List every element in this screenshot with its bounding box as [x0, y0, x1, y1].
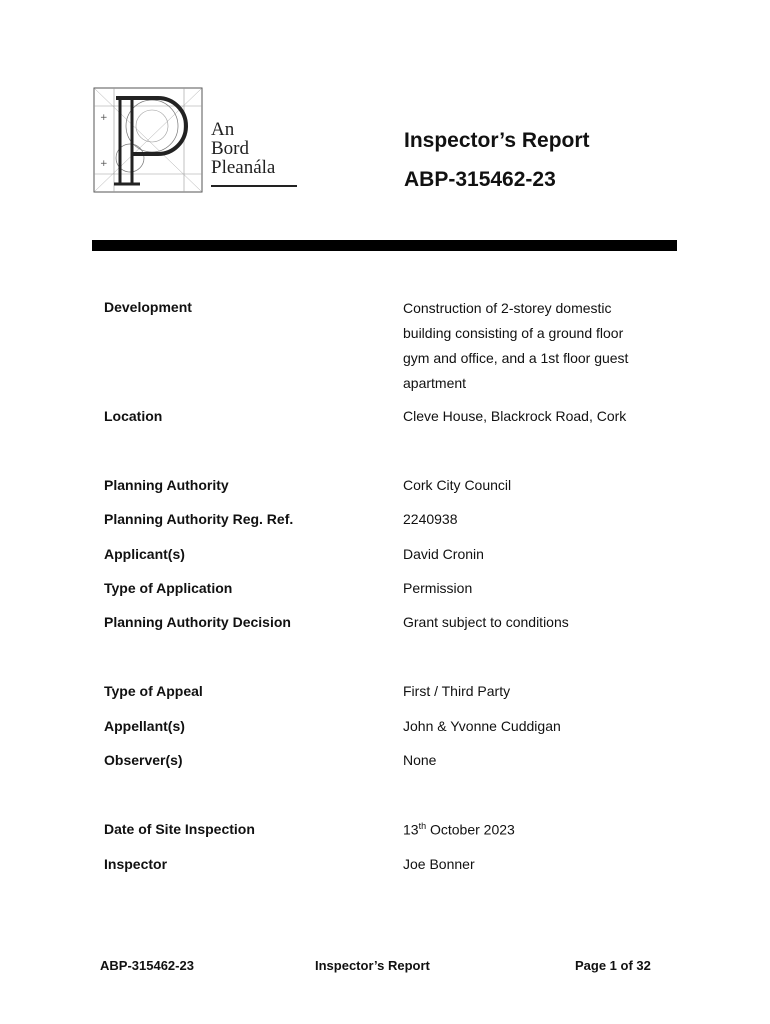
an-bord-pleanala-logo [92, 86, 302, 194]
planning-authority-label: Planning Authority [104, 477, 229, 493]
inspector-label: Inspector [104, 856, 168, 872]
planning-authority-value: Cork City Council [403, 477, 512, 493]
svg-text:+: + [100, 159, 108, 169]
report-reference: ABP-315462-23 [404, 168, 556, 191]
inspection-day-suffix: th [418, 821, 427, 831]
svg-text:+: + [100, 113, 108, 123]
observers-label: Observer(s) [104, 752, 183, 768]
applicants-value: David Cronin [403, 546, 484, 562]
logo-line-bord: Bord [211, 138, 249, 159]
observers-value: None [403, 752, 437, 768]
reg-ref-value: 2240938 [403, 511, 458, 527]
header-divider [92, 240, 677, 251]
footer-title: Inspector’s Report [315, 958, 430, 973]
inspector-value: Joe Bonner [403, 856, 475, 872]
logo-wordmark [211, 120, 275, 177]
development-line: apartment [403, 375, 467, 391]
development-line: gym and office, and a 1st floor guest [403, 350, 629, 366]
application-type-value: Permission [403, 580, 473, 596]
logo-line-pleanala: Pleanála [211, 157, 276, 178]
authority-decision-label: Planning Authority Decision [104, 614, 291, 630]
site-inspection-label: Date of Site Inspection [104, 821, 255, 837]
appeal-type-value: First / Third Party [403, 683, 511, 699]
report-title: Inspector’s Report [404, 129, 590, 152]
location-value: Cleve House, Blackrock Road, Cork [403, 408, 627, 424]
development-label: Development [104, 299, 192, 315]
logo-line-an: An [211, 119, 235, 140]
reg-ref-label: Planning Authority Reg. Ref. [104, 511, 294, 527]
location-label: Location [104, 408, 163, 424]
authority-decision-value: Grant subject to conditions [403, 614, 569, 630]
appeal-type-label: Type of Appeal [104, 683, 203, 699]
appellants-value: John & Yvonne Cuddigan [403, 718, 561, 734]
application-type-label: Type of Application [104, 580, 233, 596]
footer-page-number: Page 1 of 32 [575, 958, 651, 973]
development-value [403, 296, 673, 396]
footer-reference: ABP-315462-23 [100, 958, 194, 973]
appellants-label: Appellant(s) [104, 718, 185, 734]
site-inspection-value [403, 821, 515, 838]
inspection-month-year: October 2023 [426, 821, 515, 838]
logo-underline [211, 185, 297, 187]
logo-emblem-icon [92, 86, 204, 194]
development-line: Construction of 2-storey domestic [403, 300, 612, 316]
development-line: building consisting of a ground floor [403, 325, 624, 341]
applicants-label: Applicant(s) [104, 546, 185, 562]
inspection-day: 13 [403, 821, 419, 838]
